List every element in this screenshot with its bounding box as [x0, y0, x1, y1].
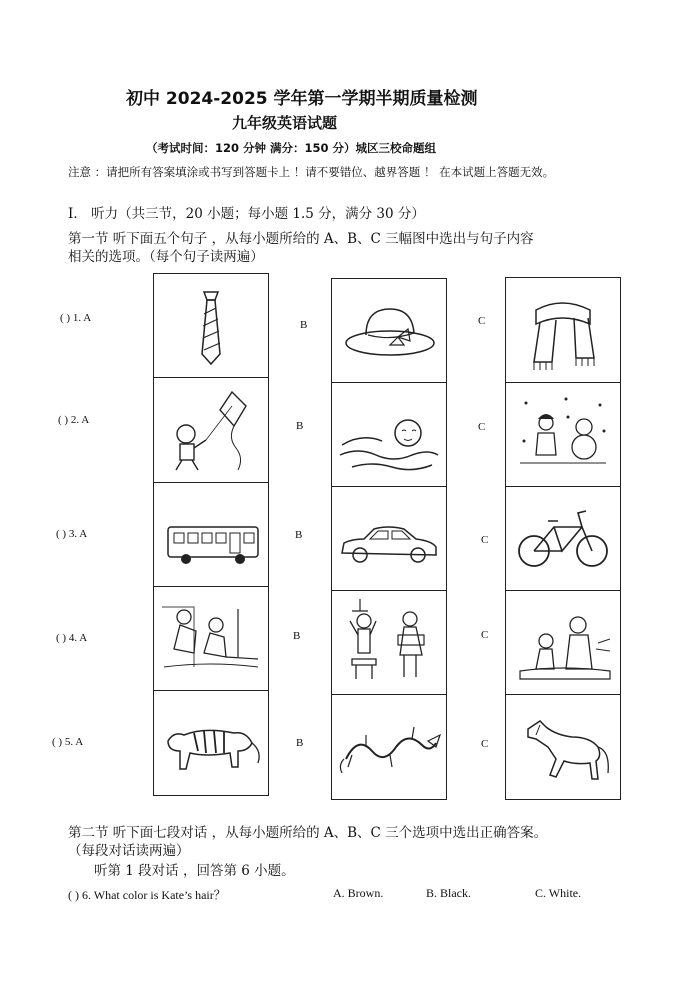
tiger-icon: [154, 691, 268, 795]
question-2-number: ( ) 2. A: [58, 414, 90, 426]
part1-instruction-line2: 相关的选项。（每个句子读两遍）: [68, 249, 264, 265]
question-3-number: ( ) 3. A: [56, 528, 88, 540]
q2-option-a-picture: [153, 377, 269, 483]
exam-title: 初中 2024-2025 学年第一学期半期质量检测: [126, 89, 478, 109]
q2-option-c-picture: [505, 382, 621, 488]
exam-meta: （考试时间：120 分钟 满分：150 分）城区三校命题组: [146, 141, 437, 155]
part1-instruction-line1: 第一节 听下面五个句子 ，从每小题所给的 A、B、C 三幅图中选出与句子内容: [68, 231, 534, 247]
car-icon: [332, 487, 446, 591]
question-6-option-a: A. Brown.: [333, 886, 384, 900]
question-1-label-b: B: [300, 319, 308, 331]
snowman-icon: [506, 383, 620, 487]
exam-subtitle: 九年级英语试题: [232, 114, 338, 132]
question-4-label-b: B: [293, 630, 301, 642]
horse-icon: [506, 695, 620, 799]
exam-notice: 注意 ：请把所有答案填涂或书写到答题卡上 ！请不要错位、越界答题 ！ 在本试题上答题无效。: [68, 165, 555, 179]
q2-option-b-picture: [331, 382, 447, 488]
washing-dishes-icon: [506, 591, 620, 695]
question-1-number: ( ) 1. A: [60, 312, 92, 324]
tie-icon: [154, 274, 268, 378]
dragon-icon: [332, 695, 446, 799]
question-5-number: ( ) 5. A: [52, 736, 84, 748]
question-5-label-b: B: [296, 737, 304, 749]
q3-option-a-picture: [153, 482, 269, 588]
cleaning-floor-icon: [154, 587, 268, 691]
scarf-icon: [506, 278, 620, 382]
q1-option-c-picture: [505, 277, 621, 383]
part2-dialogue-instruction: 听第 1 段对话 ，回答第 6 小题。: [94, 863, 295, 879]
question-4-number: ( ) 4. A: [56, 632, 88, 644]
decorating-icon: [332, 591, 446, 695]
q3-option-c-picture: [505, 486, 621, 592]
section-heading: I． 听力（共三节，20 小题；每小题 1.5 分，满分 30 分）: [68, 206, 425, 222]
q1-option-a-picture: [153, 273, 269, 379]
hat-icon: [332, 279, 446, 383]
part2-instruction-line1: 第二节 听下面七段对话 ，从每小题所给的 A、B、C 三个选项中选出正确答案。: [68, 825, 548, 841]
question-3-label-b: B: [295, 529, 303, 541]
question-2-label-b: B: [296, 420, 304, 432]
q5-option-c-picture: [505, 694, 621, 800]
bus-icon: [154, 483, 268, 587]
question-4-label-c: C: [481, 629, 489, 641]
q1-option-b-picture: [331, 278, 447, 384]
part2-instruction-line2: （每段对话读两遍）: [68, 843, 190, 859]
q5-option-a-picture: [153, 690, 269, 796]
question-6-stem: ( ) 6. What color is Kate’s hair？: [68, 888, 226, 902]
swimmer-icon: [332, 383, 446, 487]
question-1-label-c: C: [478, 315, 486, 327]
q4-option-c-picture: [505, 590, 621, 696]
q5-option-b-picture: [331, 694, 447, 800]
q4-option-b-picture: [331, 590, 447, 696]
question-3-label-c: C: [481, 534, 489, 546]
kite-boy-icon: [154, 378, 268, 482]
question-5-label-c: C: [481, 738, 489, 750]
question-6-option-b: B. Black.: [426, 886, 471, 900]
q4-option-a-picture: [153, 586, 269, 692]
q3-option-b-picture: [331, 486, 447, 592]
bicycle-icon: [506, 487, 620, 591]
question-6-option-c: C. White.: [535, 886, 582, 900]
question-2-label-c: C: [478, 421, 486, 433]
